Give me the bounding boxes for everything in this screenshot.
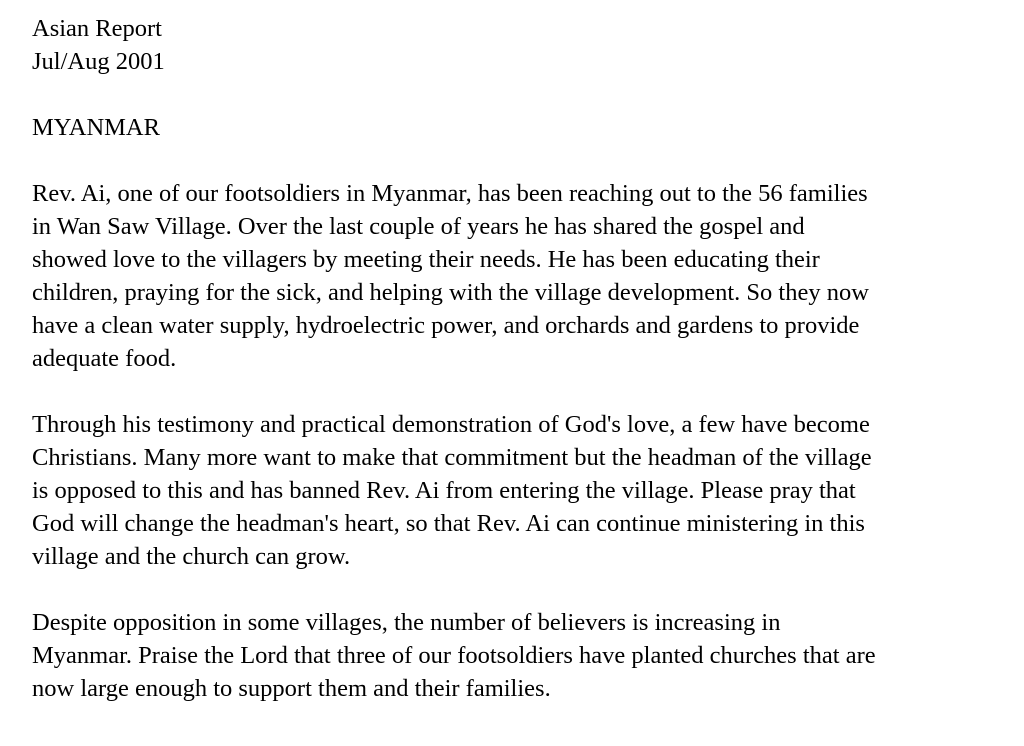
paragraph-line: adequate food.	[32, 345, 177, 372]
spacer	[32, 144, 1022, 177]
paragraph-line: have a clean water supply, hydroelectric power, and orchards and gardens to provide	[32, 312, 860, 339]
paragraph-line: now large enough to support them and their families.	[32, 675, 551, 702]
paragraph-line: Myanmar. Praise the Lord that three of our footsoldiers have planted churches that are	[32, 642, 876, 669]
spacer	[32, 573, 1022, 606]
spacer	[32, 78, 1022, 111]
issue-date: Jul/Aug 2001	[32, 48, 165, 75]
paragraph-2	[32, 408, 1022, 573]
paragraph-line: is opposed to this and has banned Rev. Ai from entering the village. Please pray that	[32, 477, 856, 504]
document-body	[32, 12, 1022, 705]
paragraph-line: Despite opposition in some villages, the number of believers is increasing in	[32, 609, 781, 636]
paragraph-line: Rev. Ai, one of our footsoldiers in Myanmar, has been reaching out to the 56 families	[32, 180, 868, 207]
paragraph-1	[32, 177, 1022, 375]
paragraph-line: in Wan Saw Village. Over the last couple of years he has shared the gospel and	[32, 213, 805, 240]
publication-name: Asian Report	[32, 15, 162, 42]
paragraph-line: children, praying for the sick, and helping with the village development. So they now	[32, 279, 869, 306]
section-title: MYANMAR	[32, 114, 160, 141]
paragraph-line: Christians. Many more want to make that commitment but the headman of the village	[32, 444, 872, 471]
paragraph-3	[32, 606, 1022, 705]
paragraph-line: Through his testimony and practical demonstration of God's love, a few have become	[32, 411, 870, 438]
paragraph-line: village and the church can grow.	[32, 543, 351, 570]
paragraph-line: showed love to the villagers by meeting their needs. He has been educating their	[32, 246, 820, 273]
paragraph-line: God will change the headman's heart, so that Rev. Ai can continue ministering in this	[32, 510, 865, 537]
spacer	[32, 375, 1022, 408]
